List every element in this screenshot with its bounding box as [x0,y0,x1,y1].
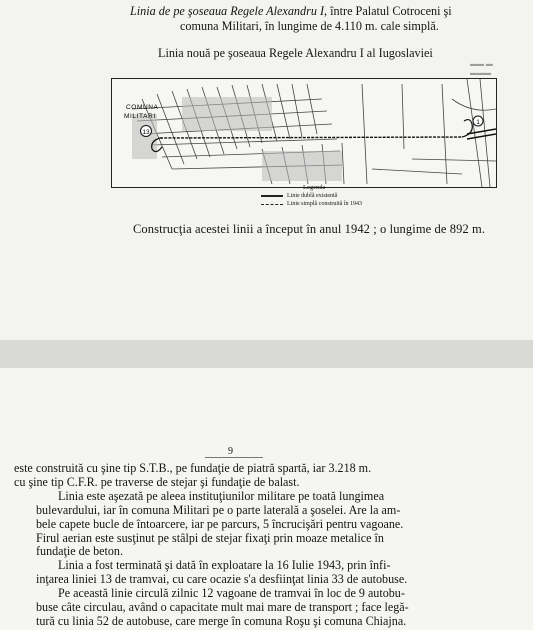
bleedthrough-marks: ▬▬ ▬ ▬▬▬ [470,60,493,77]
marker-left [141,126,152,137]
text-line: este construită cu şine tip S.T.B., pe fundaţie de piatră spartă, iar 3.218 m. [14,461,372,475]
intro-paragraph [130,4,525,34]
paragraph-3 [14,559,524,587]
body-text [14,462,524,629]
legend-label-single: Linie simplă construită în 1943 [287,201,362,207]
construction-sentence: Construcţia acestei linii a început în anul 1942 ; o lungime de 892 m. [133,222,486,236]
paragraph-4 [14,587,524,629]
legend-swatch-double [261,195,283,197]
marker-right [473,116,483,126]
legend-row-double [261,192,401,200]
place-label-2: MILITARI [124,113,156,120]
marker-left-label: 13 [142,129,150,136]
page-number: 9 [228,446,233,457]
built-up-areas [132,97,342,181]
intro-italic: Linia de pe şoseaua Regele Alexandru I, [130,4,328,18]
text-line: Pe această linie circulă zilnic 12 vagoane de tramvai în loc de 9 autobu- [58,586,405,601]
new-single-line [160,137,462,138]
paragraph-2 [14,490,524,560]
legend-swatch-single [261,204,283,205]
legend-label-double: Linie dublă existentă [287,193,338,199]
page-number-rule [205,457,263,458]
text-line: cu şine tip C.F.R. pe traverse de stejar şi fundaţie de balast. [14,474,300,489]
text-line: bulevardului, iar în comuna Militari pe o parte laterală a şoselei. Are la am- [36,502,401,517]
map-drawing [112,79,496,187]
text-line: Linia este aşezată pe aleea instituţiunilor militare pe toată lungimea [58,488,385,503]
marker-right-label: 1 [476,119,480,126]
legend-title: Legenda [303,184,326,191]
text-line: buse câte circulau, având o capacitate mult mai mare de transport ; face legă- [36,600,409,615]
map-legend [261,184,401,208]
place-label-1: COMUNA [126,104,159,111]
text-line: bele capete bucle de întoarcere, iar pe parcurs, 5 încrucişări pentru vagoane. [36,516,404,531]
text-line: fundaţie de beton. [36,544,123,559]
intro-rest: între Palatul Cotroceni şi [327,4,452,18]
text-line: tură cu linia 52 de autobuse, care merge în comuna Roşu şi comuna Chiajna. [36,613,407,628]
turning-loop-right [462,120,472,137]
paragraph-1 [14,462,524,490]
page-gutter [0,340,533,368]
tram-line-map [111,78,497,188]
intro-line-2: comuna Militari, în lungime de 4.110 m. cale simplă. [180,19,439,33]
text-line: inţarea liniei 13 de tramvai, cu care ocazie s'a desfiinţat linia 33 de autobuse. [36,572,408,587]
legend-row-single [261,200,401,208]
map-title: Linia nouă pe şoseaua Regele Alexandru I al Iugoslaviei [158,46,433,60]
text-line: Firul aerian este susţinut pe stâlpi de stejar fixaţi prin moaze metalice în [36,530,384,545]
text-line: Linia a fost terminată şi dată în exploatare la 16 Iulie 1943, prin înfi- [58,558,391,573]
